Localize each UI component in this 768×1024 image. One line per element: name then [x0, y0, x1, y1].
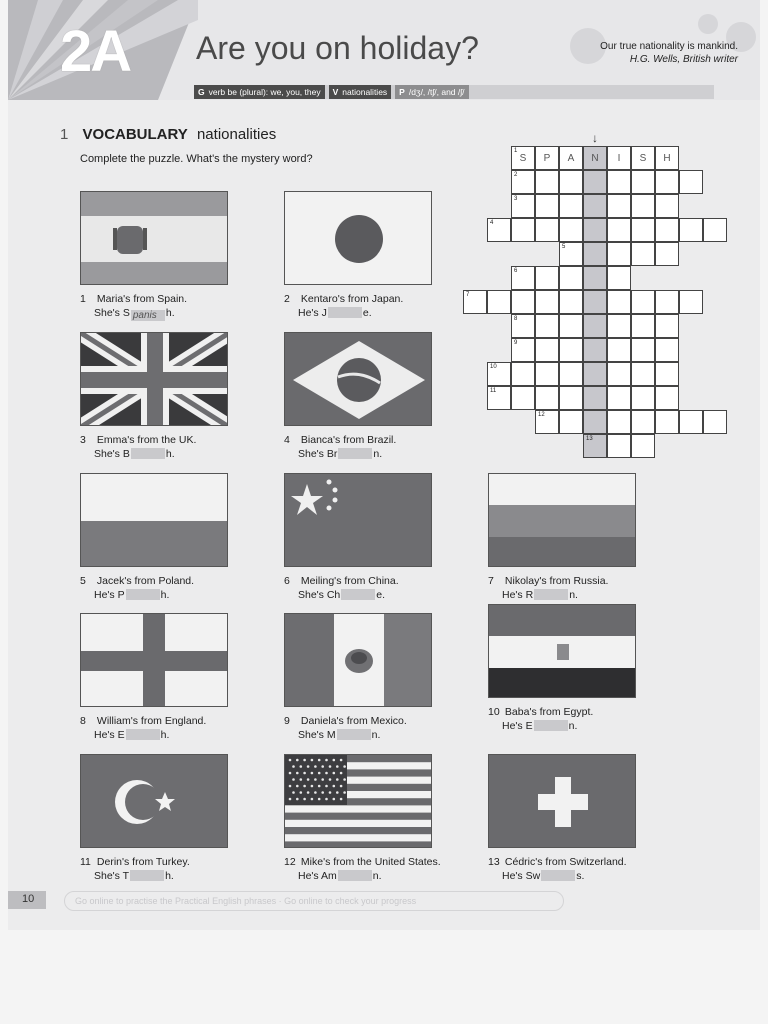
crossword-clue-number: 6: [514, 268, 518, 274]
crossword-cell[interactable]: [511, 290, 535, 314]
crossword-cell[interactable]: [655, 314, 679, 338]
crossword-cell[interactable]: [655, 410, 679, 434]
item-caption: 9 Daniela's from Mexico. She's M n.: [284, 715, 407, 741]
crossword-cell[interactable]: [583, 170, 607, 194]
crossword-cell[interactable]: [655, 290, 679, 314]
item-caption: 13 Cédric's from Switzerland. He's Sw s.: [488, 856, 627, 882]
item-caption: 5 Jacek's from Poland. He's P h.: [80, 575, 195, 601]
answer-blank[interactable]: [341, 589, 375, 600]
crossword-cell[interactable]: [631, 338, 655, 362]
crossword-cell[interactable]: [511, 362, 535, 386]
page-title: Are you on holiday?: [196, 30, 479, 66]
exercise-item-7: [488, 473, 678, 602]
crossword-cell[interactable]: [655, 242, 679, 266]
section-subtitle: nationalities: [196, 126, 277, 143]
flag-turkey: [80, 754, 228, 848]
crossword-cell[interactable]: [559, 410, 583, 434]
crossword-cell[interactable]: [655, 194, 679, 218]
crossword-clue-number: 9: [514, 340, 518, 346]
crossword-cell[interactable]: [535, 290, 559, 314]
crossword-clue-number: 8: [514, 316, 518, 322]
crossword-cell[interactable]: [679, 170, 703, 194]
crossword-cell[interactable]: [511, 146, 535, 170]
answer-blank[interactable]: [126, 729, 160, 740]
exercise-item-12: [284, 754, 474, 883]
answer-blank[interactable]: [337, 729, 371, 740]
flag-china: [284, 473, 432, 567]
crossword-clue-number: 2: [514, 172, 518, 178]
crossword-cell[interactable]: [535, 194, 559, 218]
crossword-cell[interactable]: [631, 170, 655, 194]
crossword-cell[interactable]: [559, 194, 583, 218]
section-title: VOCABULARY: [82, 126, 188, 143]
crossword-cell[interactable]: [487, 218, 511, 242]
crossword-letter: H: [663, 153, 671, 164]
crossword-cell[interactable]: [607, 386, 631, 410]
exercise-item-4: [284, 332, 474, 461]
item-caption: 10 Baba's from Egypt. He's E n.: [488, 706, 594, 732]
crossword-cell[interactable]: [487, 362, 511, 386]
item-caption: 2 Kentaro's from Japan. He's J e.: [284, 293, 404, 319]
answer-blank[interactable]: [338, 870, 372, 881]
crossword-cell[interactable]: [607, 146, 631, 170]
crossword-cell[interactable]: [535, 386, 559, 410]
crossword-cell[interactable]: [631, 314, 655, 338]
crossword-letter: A: [567, 153, 575, 164]
crossword-clue-number: 12: [538, 412, 545, 418]
crossword-cell[interactable]: [607, 242, 631, 266]
answer-blank[interactable]: [126, 589, 160, 600]
crossword-cell[interactable]: [607, 194, 631, 218]
quote-author: H.G. Wells, British writer: [629, 54, 738, 65]
crossword-cell[interactable]: [559, 266, 583, 290]
crossword-cell[interactable]: [679, 290, 703, 314]
exercise-item-3: [80, 332, 270, 461]
quote-text: Our true nationality is mankind.: [600, 41, 738, 52]
crossword-cell[interactable]: [535, 146, 559, 170]
crossword-cell[interactable]: [559, 290, 583, 314]
crossword-cell[interactable]: [607, 290, 631, 314]
crossword-cell[interactable]: [607, 170, 631, 194]
crossword-cell[interactable]: [631, 362, 655, 386]
crossword-cell[interactable]: [583, 314, 607, 338]
exercise-instruction: Complete the puzzle. What's the mystery word?: [80, 153, 313, 165]
crossword-cell[interactable]: [607, 434, 631, 458]
section-heading: [60, 126, 276, 143]
crossword-cell[interactable]: [631, 218, 655, 242]
crossword-cell[interactable]: [559, 242, 583, 266]
crossword-cell[interactable]: [607, 338, 631, 362]
crossword-cell[interactable]: [655, 338, 679, 362]
crossword-cell[interactable]: [535, 410, 559, 434]
crossword-cell[interactable]: [535, 362, 559, 386]
crossword-cell[interactable]: [631, 146, 655, 170]
quote-block: [600, 40, 738, 66]
crossword-cell[interactable]: [583, 434, 607, 458]
crossword-letter: S: [519, 153, 527, 164]
crossword-cell[interactable]: [487, 290, 511, 314]
crossword-cell[interactable]: [511, 338, 535, 362]
crossword-clue-number: 10: [490, 364, 497, 370]
item-caption: 11 Derin's from Turkey. She's T h.: [80, 856, 190, 882]
crossword-cell[interactable]: [679, 218, 703, 242]
crossword-cell[interactable]: [511, 266, 535, 290]
crossword-clue-number: 4: [490, 220, 494, 226]
flag-uk: [80, 332, 228, 426]
crossword-letter: S: [639, 153, 647, 164]
crossword-cell[interactable]: [655, 386, 679, 410]
crossword-cell[interactable]: [655, 362, 679, 386]
exercise-item-11: [80, 754, 270, 883]
exercise-item-10: [488, 604, 678, 733]
crossword-cell[interactable]: [511, 194, 535, 218]
crossword-cell[interactable]: [559, 170, 583, 194]
decorative-bubble: [698, 14, 718, 34]
flag-russia: [488, 473, 636, 567]
flag-egypt: [488, 604, 636, 698]
crossword-clue-number: 13: [586, 436, 593, 442]
grammar-tag: G verb be (plural): we, you, they: [194, 85, 325, 99]
item-caption: 3 Emma's from the UK. She's B h.: [80, 434, 197, 460]
crossword-cell[interactable]: [583, 290, 607, 314]
item-caption: 7 Nikolay's from Russia. He's R n.: [488, 575, 609, 601]
crossword-clue-number: 3: [514, 196, 518, 202]
crossword-cell[interactable]: [655, 146, 679, 170]
vocabulary-tag: V nationalities: [329, 85, 392, 99]
answer-blank[interactable]: [534, 720, 568, 731]
flag-usa: [284, 754, 432, 848]
crossword-letter: N: [591, 153, 599, 164]
crossword-cell[interactable]: [607, 314, 631, 338]
crossword-cell[interactable]: [511, 386, 535, 410]
flag-japan: [284, 191, 432, 285]
crossword-cell[interactable]: [583, 242, 607, 266]
crossword-cell[interactable]: [631, 290, 655, 314]
item-caption: 12 Mike's from the United States. He's Am n.: [284, 856, 441, 882]
crossword-cell[interactable]: [583, 146, 607, 170]
crossword-cell[interactable]: [583, 266, 607, 290]
pronunciation-tag: P /dʒ/, /tʃ/, and /ʃ/: [395, 85, 468, 99]
crossword-cell[interactable]: [583, 218, 607, 242]
exercise-item-9: [284, 613, 474, 742]
crossword-cell[interactable]: [679, 410, 703, 434]
exercise-item-5: [80, 473, 270, 602]
crossword-cell[interactable]: [631, 410, 655, 434]
crossword-cell[interactable]: [607, 362, 631, 386]
crossword-cell[interactable]: [583, 338, 607, 362]
answer-blank[interactable]: [130, 870, 164, 881]
crossword-cell[interactable]: [631, 242, 655, 266]
crossword-cell[interactable]: [559, 218, 583, 242]
crossword-cell[interactable]: [607, 218, 631, 242]
item-caption: 6 Meiling's from China. She's Ch e.: [284, 575, 399, 601]
exercise-item-6: [284, 473, 474, 602]
workbook-page: [8, 0, 760, 930]
crossword-cell[interactable]: [631, 194, 655, 218]
crossword-cell[interactable]: [559, 362, 583, 386]
exercise-item-1: [80, 191, 270, 321]
item-caption: 4 Bianca's from Brazil. She's Br n.: [284, 434, 397, 460]
item-caption: 1 Maria's from Spain. She's S panis h.: [80, 293, 188, 321]
crossword-letter: I: [617, 153, 621, 164]
flag-england: [80, 613, 228, 707]
crossword-cell[interactable]: [463, 290, 487, 314]
lesson-focus-bar: [194, 85, 714, 99]
section-number: 1: [60, 126, 69, 143]
answer-blank[interactable]: [338, 448, 372, 459]
crossword-cell[interactable]: [583, 362, 607, 386]
crossword-clue-number: 11: [490, 388, 497, 394]
crossword-clue-number: 1: [514, 148, 518, 154]
crossword-cell[interactable]: [535, 314, 559, 338]
crossword-cell[interactable]: [583, 386, 607, 410]
answer-blank[interactable]: [541, 870, 575, 881]
flag-switzerland: [488, 754, 636, 848]
flag-mexico: [284, 613, 432, 707]
crossword-cell[interactable]: [511, 314, 535, 338]
crossword-cell[interactable]: [607, 410, 631, 434]
crossword-cell[interactable]: [559, 146, 583, 170]
exercise-item-13: [488, 754, 678, 883]
crossword-cell[interactable]: [535, 266, 559, 290]
item-caption: 8 William's from England. He's E h.: [80, 715, 207, 741]
flag-brazil: [284, 332, 432, 426]
crossword-clue-number: 7: [466, 292, 470, 298]
page-number: 10: [8, 891, 46, 909]
crossword-cell[interactable]: [703, 410, 727, 434]
crossword-cell[interactable]: [583, 410, 607, 434]
answer-blank[interactable]: [328, 307, 362, 318]
exercise-item-2: [284, 191, 474, 320]
crossword-cell[interactable]: [655, 218, 679, 242]
mystery-column-arrow-icon: ↓: [592, 131, 598, 145]
crossword-cell[interactable]: [559, 386, 583, 410]
crossword-cell[interactable]: [487, 386, 511, 410]
crossword-cell[interactable]: [535, 170, 559, 194]
crossword-cell[interactable]: [511, 218, 535, 242]
crossword-cell[interactable]: [559, 314, 583, 338]
crossword-cell[interactable]: [703, 218, 727, 242]
flag-poland: [80, 473, 228, 567]
unit-number: 2A: [60, 19, 131, 84]
crossword-cell[interactable]: [631, 386, 655, 410]
flag-spain: [80, 191, 228, 285]
crossword-cell[interactable]: [655, 170, 679, 194]
crossword-letter: P: [543, 153, 551, 164]
exercise-item-8: [80, 613, 270, 742]
answer-blank[interactable]: [131, 448, 165, 459]
crossword-cell[interactable]: [535, 218, 559, 242]
footer-links: Go online to practise the Practical English phrases · Go online to check your progress: [64, 891, 564, 911]
crossword-cell[interactable]: [511, 170, 535, 194]
crossword-cell[interactable]: [535, 338, 559, 362]
crossword-cell[interactable]: [631, 434, 655, 458]
crossword-cell[interactable]: [559, 338, 583, 362]
answer-blank[interactable]: panis: [131, 310, 165, 321]
crossword-cell[interactable]: [583, 194, 607, 218]
answer-blank[interactable]: [534, 589, 568, 600]
crossword-clue-number: 5: [562, 244, 566, 250]
crossword-cell[interactable]: [607, 266, 631, 290]
